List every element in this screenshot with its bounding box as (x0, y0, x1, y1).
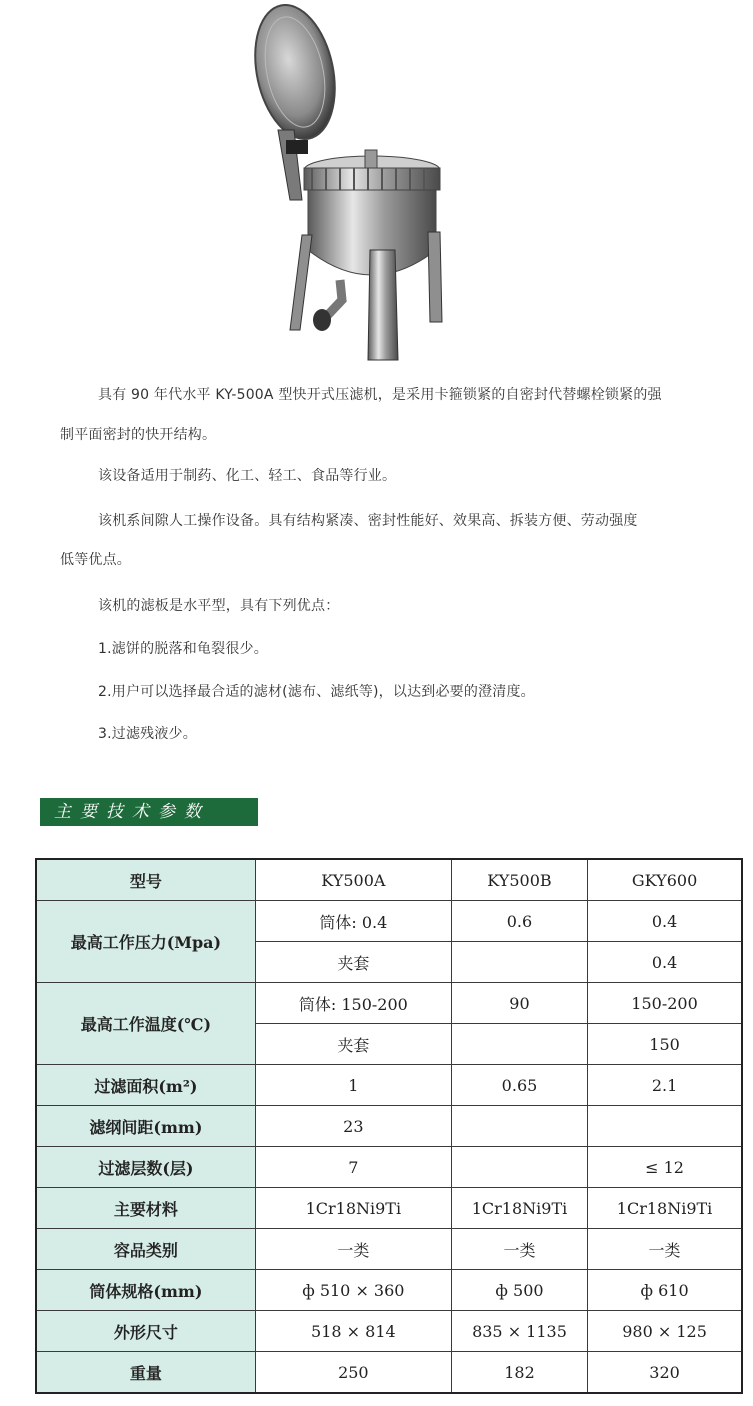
table-cell: 1Cr18Ni9Ti (255, 1188, 451, 1229)
table-cell: 0.65 (451, 1065, 587, 1106)
table-cell: 筒体: 150-200 (255, 983, 451, 1024)
weight-label: 重量 (36, 1352, 255, 1394)
table-row (36, 1229, 742, 1270)
table-cell: ф 510 × 360 (255, 1270, 451, 1311)
table-row (36, 1147, 742, 1188)
intro-paragraph-1-line-1: 具有 90 年代水平 KY-500A 型快开式压滤机，是采用卡箍锁紧的自密封代替螺栓锁紧的强 (98, 387, 662, 403)
table-cell: 0.4 (588, 901, 742, 942)
table-row (36, 1311, 742, 1352)
header-model-1: KY500A (255, 859, 451, 901)
table-cell (451, 1106, 587, 1147)
advantage-item-3: 3.过滤残液少。 (98, 726, 197, 742)
table-cell: 0.6 (451, 901, 587, 942)
spacing-label: 滤纲间距(mm) (36, 1106, 255, 1147)
advantage-item-1: 1.滤饼的脱落和龟裂很少。 (98, 641, 268, 657)
table-cell: 835 × 1135 (451, 1311, 587, 1352)
table-row (36, 1106, 742, 1147)
table-row (36, 1352, 742, 1394)
table-cell: 518 × 814 (255, 1311, 451, 1352)
table-cell: 夹套 (255, 942, 451, 983)
table-cell: 1 (255, 1065, 451, 1106)
intro-paragraph-3-line-1: 该机系间隙人工操作设备。具有结构紧凑、密封性能好、效果高、拆装方便、劳动强度 (98, 513, 638, 529)
table-row (36, 901, 742, 942)
table-cell (451, 1024, 587, 1065)
table-cell: 7 (255, 1147, 451, 1188)
table-cell: 夹套 (255, 1024, 451, 1065)
table-cell: 一类 (255, 1229, 451, 1270)
table-cell: 一类 (451, 1229, 587, 1270)
intro-paragraph-2: 该设备适用于制药、化工、轻工、食品等行业。 (98, 468, 397, 484)
table-cell: 筒体: 0.4 (255, 901, 451, 942)
table-cell (451, 1147, 587, 1188)
area-label: 过滤面积(m²) (36, 1065, 255, 1106)
intro-paragraph-1-line-2: 制平面密封的快开结构。 (60, 427, 217, 443)
barrel-label: 筒体规格(mm) (36, 1270, 255, 1311)
table-cell: 1Cr18Ni9Ti (451, 1188, 587, 1229)
table-cell (451, 942, 587, 983)
table-cell: ф 610 (588, 1270, 742, 1311)
table-row (36, 983, 742, 1024)
table-cell: 0.4 (588, 942, 742, 983)
intro-paragraph-3-line-2: 低等优点。 (60, 552, 131, 568)
table-cell: ф 500 (451, 1270, 587, 1311)
table-cell: 2.1 (588, 1065, 742, 1106)
table-cell: 980 × 125 (588, 1311, 742, 1352)
pressure-label: 最高工作压力(Mpa) (36, 901, 255, 983)
table-cell (588, 1106, 742, 1147)
table-cell: 90 (451, 983, 587, 1024)
table-cell: 250 (255, 1352, 451, 1394)
header-model-3: GKY600 (588, 859, 742, 901)
table-cell: 一类 (588, 1229, 742, 1270)
spec-table (35, 858, 743, 1394)
dimensions-label: 外形尺寸 (36, 1311, 255, 1352)
table-cell: 23 (255, 1106, 451, 1147)
table-row (36, 1188, 742, 1229)
table-row (36, 1270, 742, 1311)
layers-label: 过滤层数(层) (36, 1147, 255, 1188)
intro-paragraph-4: 该机的滤板是水平型，具有下列优点： (98, 598, 340, 614)
table-cell: 320 (588, 1352, 742, 1394)
header-model-2: KY500B (451, 859, 587, 901)
material-label: 主要材料 (36, 1188, 255, 1229)
table-cell: 150 (588, 1024, 742, 1065)
product-photo (250, 0, 460, 365)
table-header-row (36, 859, 742, 901)
table-cell: 182 (451, 1352, 587, 1394)
advantage-item-2: 2.用户可以选择最合适的滤材(滤布、滤纸等)，以达到必要的澄清度。 (98, 684, 535, 700)
table-cell: 150-200 (588, 983, 742, 1024)
temperature-label: 最高工作温度(℃) (36, 983, 255, 1065)
vessel-class-label: 容品类别 (36, 1229, 255, 1270)
section-title-banner: 主要技术参数 (40, 798, 258, 826)
table-cell: ≤ 12 (588, 1147, 742, 1188)
header-label: 型号 (36, 859, 255, 901)
table-cell: 1Cr18Ni9Ti (588, 1188, 742, 1229)
table-row (36, 1065, 742, 1106)
